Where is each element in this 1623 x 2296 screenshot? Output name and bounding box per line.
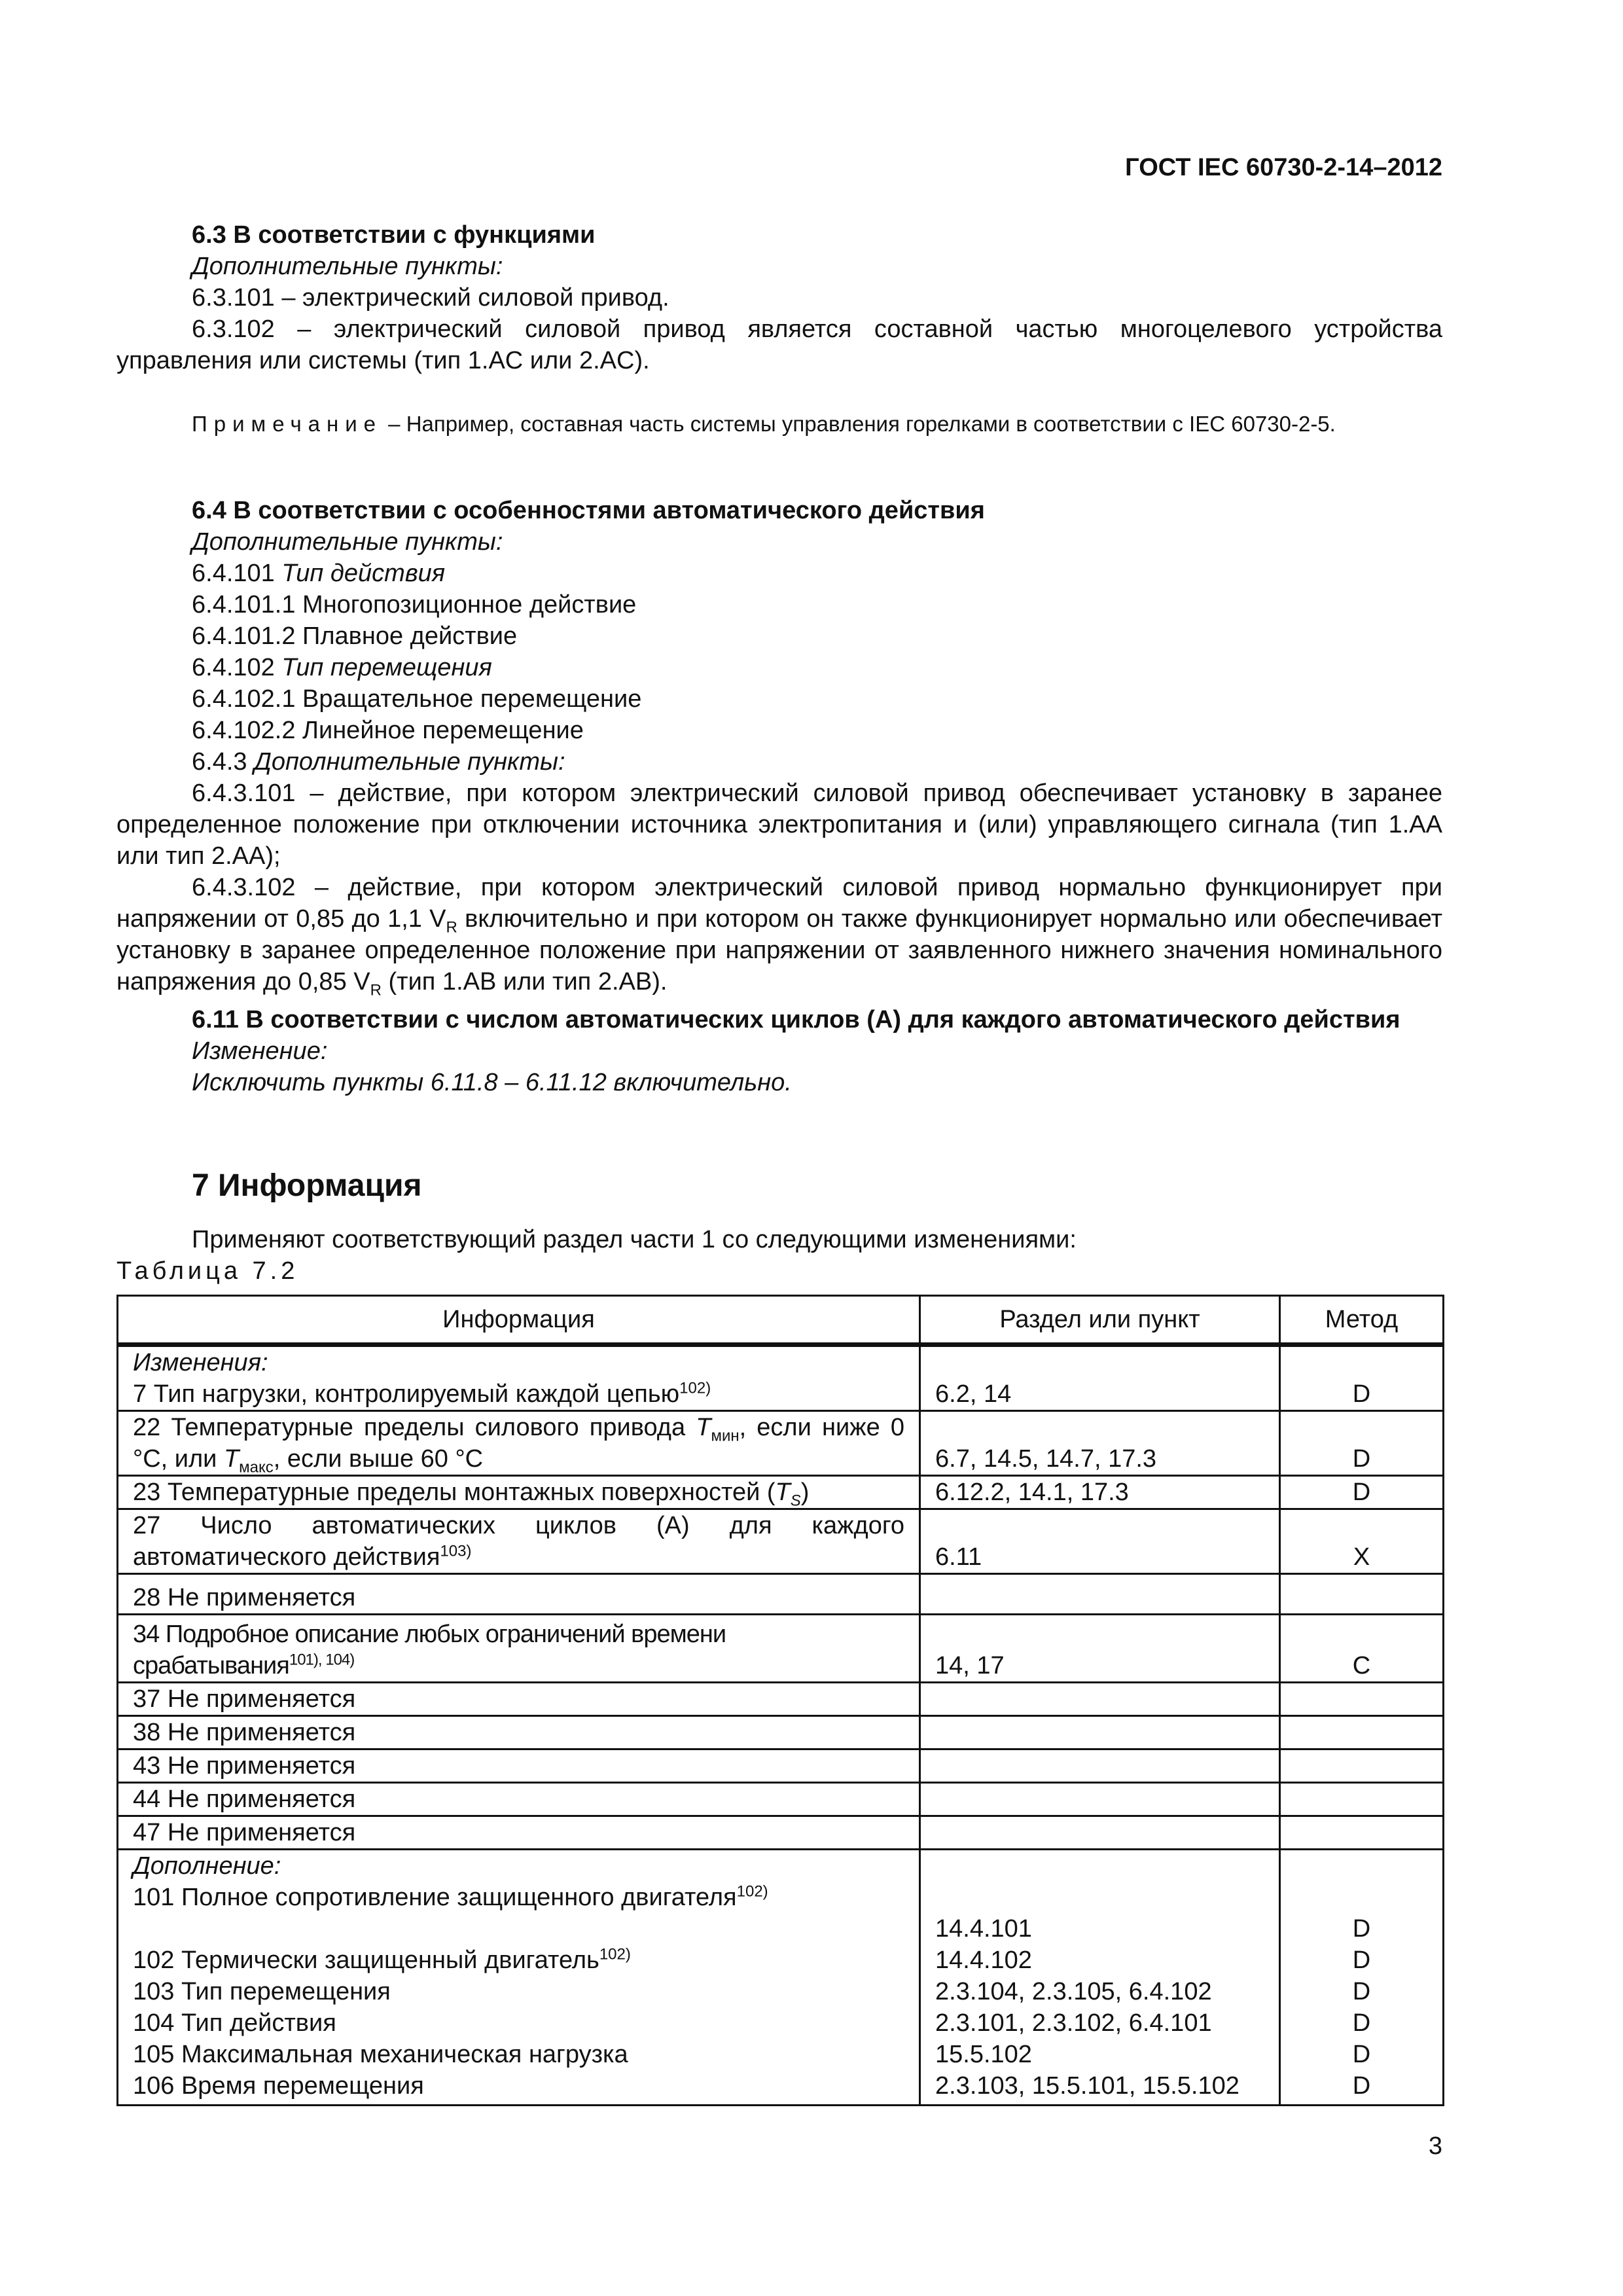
section-6-3 (116, 219, 1442, 376)
table-row: 37 Не применяется (118, 1683, 1444, 1716)
page-number: 3 (1428, 2132, 1442, 2160)
intro-text: Применяют соответствующий раздел части 1 со следующими изменениями: (192, 1226, 1077, 1253)
table-row: 38 Не применяется (118, 1716, 1444, 1749)
table-row: 28 Не применяется (118, 1574, 1444, 1615)
section-title: 6.4 В соответствии с особенностями автоматического действия (192, 497, 985, 524)
additional-label: Дополнительные пункты: (192, 253, 503, 280)
table-row: 43 Не применяется (118, 1749, 1444, 1783)
table-row: 34 Подробное описание любых ограничений времени срабатывания$^{101), 104)}$ 14, 17 C (118, 1615, 1444, 1683)
section-heading: 7 Информация (192, 1168, 422, 1203)
section-6-4 (116, 495, 1442, 997)
table-row: 44 Не применяется (118, 1783, 1444, 1816)
table-row: 27 Число автоматических циклов (А) для каждого автоматического действия$^{103)}$ 6.11 X (118, 1509, 1444, 1574)
table-row: Изменения: 7 Тип нагрузки, контролируемый каждой цепью$^{102)}$ 6.2, 14 D (118, 1345, 1444, 1411)
info-table (116, 1295, 1444, 2106)
item-6-4-102-1: 6.4.102.1 Вращательное перемещение (192, 685, 642, 713)
header-clause: Раздел или пункт (920, 1296, 1280, 1345)
header-method: Метод (1280, 1296, 1444, 1345)
table-header-row (118, 1296, 1444, 1345)
item-6-4-3-101: 6.4.3.101 – действие, при котором электрический силовой привод обеспечивает установку в заранее определенное положение при отключении источника электропитания и (или) управляющего сигнала (тип 1.AA или тип 2.AA); (116, 780, 1442, 870)
item-6-4-101-1: 6.4.101.1 Многопозиционное действие (192, 591, 637, 619)
note-label: Примечание (192, 412, 383, 436)
section-7 (116, 1166, 1442, 1206)
table-row: 47 Не применяется (118, 1816, 1444, 1850)
table-row: 22 Температурные пределы силового привода $T_{мин}$, если ниже 0 °С, или $T_{макс}$, если выше 60 °С 6.7, 14.5, 14.7, 17.3 D (118, 1411, 1444, 1476)
item-6-4-3: 6.4.3 Дополнительные пункты: (192, 748, 565, 776)
table-label: Таблица 7.2 (116, 1257, 299, 1285)
item-6-3-102: 6.3.102 – электрический силовой привод является составной частью многоцелевого устройства управления или системы (тип 1.AC или 2.AC). (116, 315, 1442, 374)
item-6-4-102: 6.4.102 Тип перемещения (192, 654, 492, 681)
item-6-3-101: 6.3.101 – электрический силовой привод. (192, 284, 669, 312)
item-6-4-101-2: 6.4.101.2 Плавное действие (192, 622, 518, 650)
item-6-4-3-102: 6.4.3.102 – действие, при котором электрический силовой привод нормально функционирует при напряжении от 0,85 до 1,1 $V_R$ включительно и при котором он также функционирует нормально или обеспечивает установку в заранее определенное положение при напряжении от заявленного нижнего значения номинального напряжения до 0,85 $V_R$ (тип 1.AB или тип 2.AB). (116, 874, 1442, 999)
section-7-intro (116, 1224, 1442, 1287)
document-header: ГОСТ IEC 60730-2-14–2012 (1125, 154, 1442, 181)
table-7-2 (116, 1295, 1442, 2106)
section-title: 6.3 В соответствии с функциями (192, 221, 596, 249)
table-row: 23 Температурные пределы монтажных поверхностей $(T_S)$ 6.12.2, 14.1, 17.3 D (118, 1476, 1444, 1509)
change-text: Исключить пункты 6.11.8 – 6.11.12 включительно. (192, 1069, 792, 1096)
item-6-4-102-2: 6.4.102.2 Линейное перемещение (192, 717, 584, 744)
header-info: Информация (118, 1296, 920, 1345)
table-row: Дополнение: 101 Полное сопротивление защищенного двигателя$^{102)}$ 102 Термически защищенный двигатель$^{102)}$ 103 Тип перемещения 104 Тип действия 105 Максимальная механическая нагрузка 106 Время перемещения 14.4.101 14.4.102 2.3.104, 2.3.105, 6.4.102 2.3.101, 2.3.102, 6.4.101 15.5.102 2.3.103, 15.5.101, 15.5.102 D D D D D D (118, 1850, 1444, 2106)
change-label: Изменение: (192, 1037, 328, 1065)
document-page (116, 0, 1442, 2296)
additional-label: Дополнительные пункты: (192, 528, 503, 556)
section-title: 6.11 В соответствии с числом автоматических циклов (А) для каждого автоматического действия (192, 1006, 1400, 1033)
note (116, 410, 1442, 439)
item-6-4-101: 6.4.101 Тип действия (192, 560, 446, 587)
note-text: – Например, составная часть системы управления горелками в соответствии с IEC 60730-2-5. (382, 412, 1336, 436)
section-6-11 (116, 1004, 1442, 1098)
